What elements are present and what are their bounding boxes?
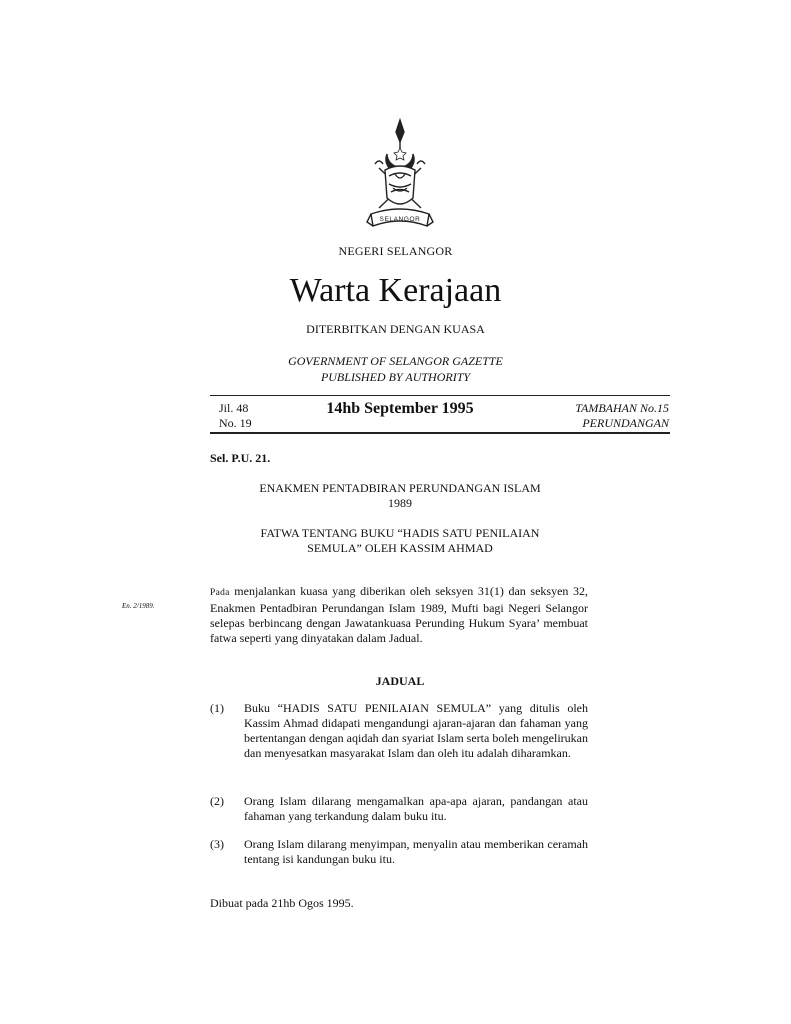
preamble-paragraph	[210, 584, 588, 646]
enactment-title	[210, 481, 590, 511]
fatwa-line1: FATWA TENTANG BUKU “HADIS SATU PENILAIAN	[260, 526, 540, 540]
schedule-item-text: Orang Islam dilarang menyimpan, menyalin atau memberikan ceramah tentang isi kandungan buku itu.	[244, 837, 588, 866]
supplement-info	[575, 401, 669, 431]
schedule-item	[210, 837, 588, 867]
preamble-lead-word: Pada	[210, 588, 230, 598]
masthead-top-rule	[210, 395, 670, 396]
supplement-number: TAMBAHAN No.15	[575, 401, 669, 415]
enactment-line1: ENAKMEN PENTADBIRAN PERUNDANGAN ISLAM	[259, 481, 541, 495]
fatwa-line2: SEMULA” OLEH KASSIM AHMAD	[307, 541, 493, 555]
published-by-authority-malay: DITERBITKAN DENGAN KUASA	[306, 322, 485, 336]
gazette-english-line2: PUBLISHED BY AUTHORITY	[320, 370, 471, 384]
margin-note: En. 2/1989.	[122, 602, 155, 610]
issue-date: 14hb September 1995	[326, 400, 474, 417]
made-on-date: Dibuat pada 21hb Ogos 1995.	[210, 896, 354, 910]
gazette-english-line1: GOVERNMENT OF SELANGOR GAZETTE	[288, 354, 503, 368]
fatwa-title	[210, 526, 590, 556]
masthead-bottom-rule	[210, 432, 670, 434]
issue-number: No. 19	[219, 416, 252, 430]
schedule-item-text: Orang Islam dilarang mengamalkan apa-apa ajaran, pandangan atau fahaman yang terkandung dalam buku itu.	[244, 794, 588, 823]
supplement-category: PERUNDANGAN	[582, 416, 669, 430]
schedule-item-text: Buku “HADIS SATU PENILAIAN SEMULA” yang ditulis oleh Kassim Ahmad didapati mengandungi ajaran-ajaran dan fahaman yang bertentangan dengan aqidah dan syariat Islam serta boleh mengelirukan dan menyesatkan masyarakat Islam dan oleh itu adalah diharamkan.	[244, 701, 588, 760]
schedule-item-number: (1)	[210, 701, 224, 715]
gazette-english-heading	[0, 353, 791, 385]
schedule-item-number: (3)	[210, 837, 224, 851]
gazette-title: Warta Kerajaan	[289, 272, 502, 309]
enactment-line2: 1989	[388, 496, 412, 510]
selangor-crest-emblem	[365, 118, 435, 242]
schedule-title: JADUAL	[375, 674, 425, 688]
schedule-item	[210, 794, 588, 824]
notification-reference: Sel. P.U. 21.	[210, 451, 271, 465]
volume: Jil. 48	[219, 401, 249, 415]
schedule-item-number: (2)	[210, 794, 224, 808]
state-name: NEGERI SELANGOR	[338, 244, 453, 258]
schedule-item	[210, 701, 588, 761]
preamble-text: menjalankan kuasa yang diberikan oleh seksyen 31(1) dan seksyen 32, Enakmen Pentadbiran Perundangan Islam 1989, Mufti bagi Negeri Selangor selepas berbincang dengan Jawatankuasa Perunding Hukum Syara’ membuat fatwa seperti yang dinyatakan dalam Jadual.	[210, 584, 588, 645]
crest-ribbon-text: SELANGOR	[379, 216, 421, 223]
